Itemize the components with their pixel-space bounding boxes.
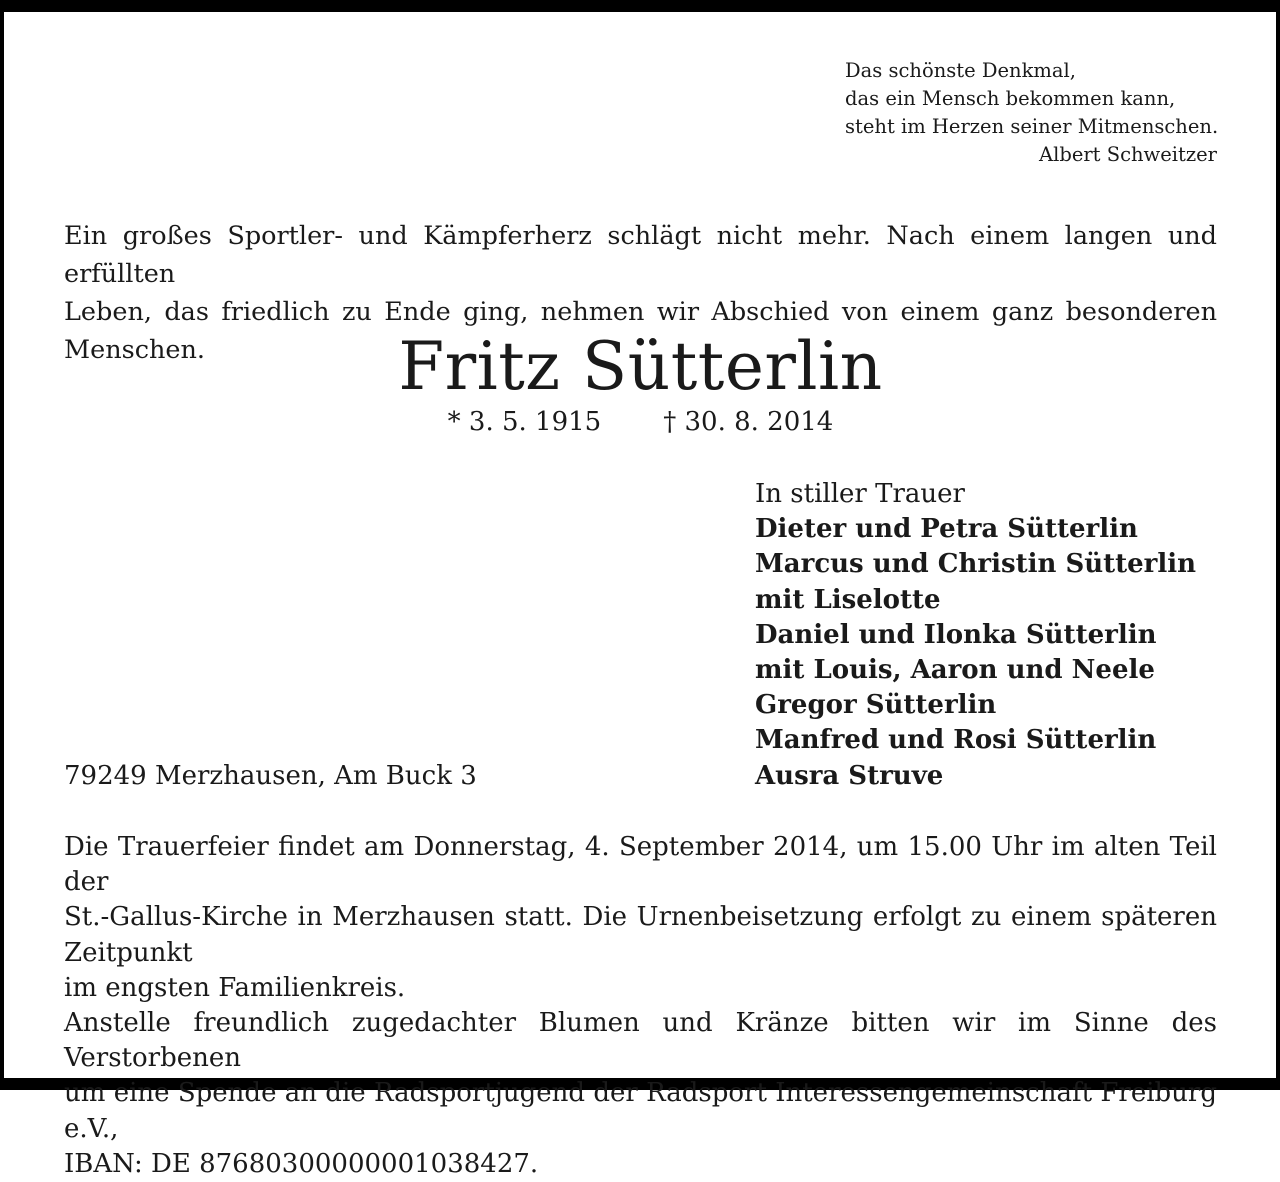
- death-date: † 30. 8. 2014: [663, 407, 834, 437]
- intro-line: Leben, das friedlich zu Ende ging, nehmen wir Abschied von einem ganz besonderen Menschen.: [64, 297, 1217, 365]
- ceremony-line: Die Trauerfeier findet am Donnerstag, 4. September 2014, um 15.00 Uhr im alten Teil der: [64, 832, 1217, 898]
- quote-line: das ein Mensch bekommen kann,: [845, 87, 1176, 110]
- obituary-content: [64, 12, 1219, 1179]
- quote-line: Das schönste Denkmal,: [845, 59, 1076, 82]
- mourner-name: Dieter und Petra Sütterlin: [755, 514, 1138, 545]
- ceremony-line: IBAN: DE 87680300000001038427.: [64, 1148, 539, 1179]
- quote-line: steht im Herzen seiner Mitmenschen.: [845, 115, 1219, 138]
- quote-author: Albert Schweitzer: [1039, 143, 1217, 166]
- mourners-list: [755, 477, 1196, 794]
- birth-date: * 3. 5. 1915: [447, 407, 602, 437]
- family-address: 79249 Merzhausen, Am Buck 3: [64, 761, 477, 791]
- ceremony-line: St.-Gallus-Kirche in Merzhausen statt. Die Urnenbeisetzung erfolgt zu einem späteren Zeitpunkt: [64, 902, 1217, 968]
- mourner-name: Daniel und Ilonka Sütterlin: [755, 619, 1157, 650]
- mourner-name: mit Louis, Aaron und Neele: [755, 655, 1155, 686]
- deceased-name: Fritz Sütterlin: [398, 328, 883, 405]
- ceremony-paragraph: [64, 830, 1217, 1182]
- mourner-name: mit Liselotte: [755, 584, 941, 615]
- mourners-heading: In stiller Trauer: [755, 479, 965, 509]
- ceremony-line: um eine Spende an die Radsportjugend der Radsport Interessengemeinschaft Freiburg e.V.,: [64, 1078, 1217, 1144]
- mourner-name: Manfred und Rosi Sütterlin: [755, 725, 1157, 756]
- mourner-name: Ausra Struve: [755, 760, 944, 791]
- epigraph-quote: [845, 57, 1217, 169]
- mourner-name: Gregor Sütterlin: [755, 690, 997, 721]
- ceremony-line: im engsten Familienkreis.: [64, 972, 406, 1003]
- mourner-name: Marcus und Christin Sütterlin: [755, 549, 1197, 580]
- ceremony-line: Anstelle freundlich zugedachter Blumen und Kränze bitten wir im Sinne des Verstorbenen: [64, 1008, 1217, 1074]
- life-dates: [64, 404, 1217, 440]
- intro-line: Ein großes Sportler- und Kämpferherz schlägt nicht mehr. Nach einem langen und erfüllten: [64, 221, 1217, 289]
